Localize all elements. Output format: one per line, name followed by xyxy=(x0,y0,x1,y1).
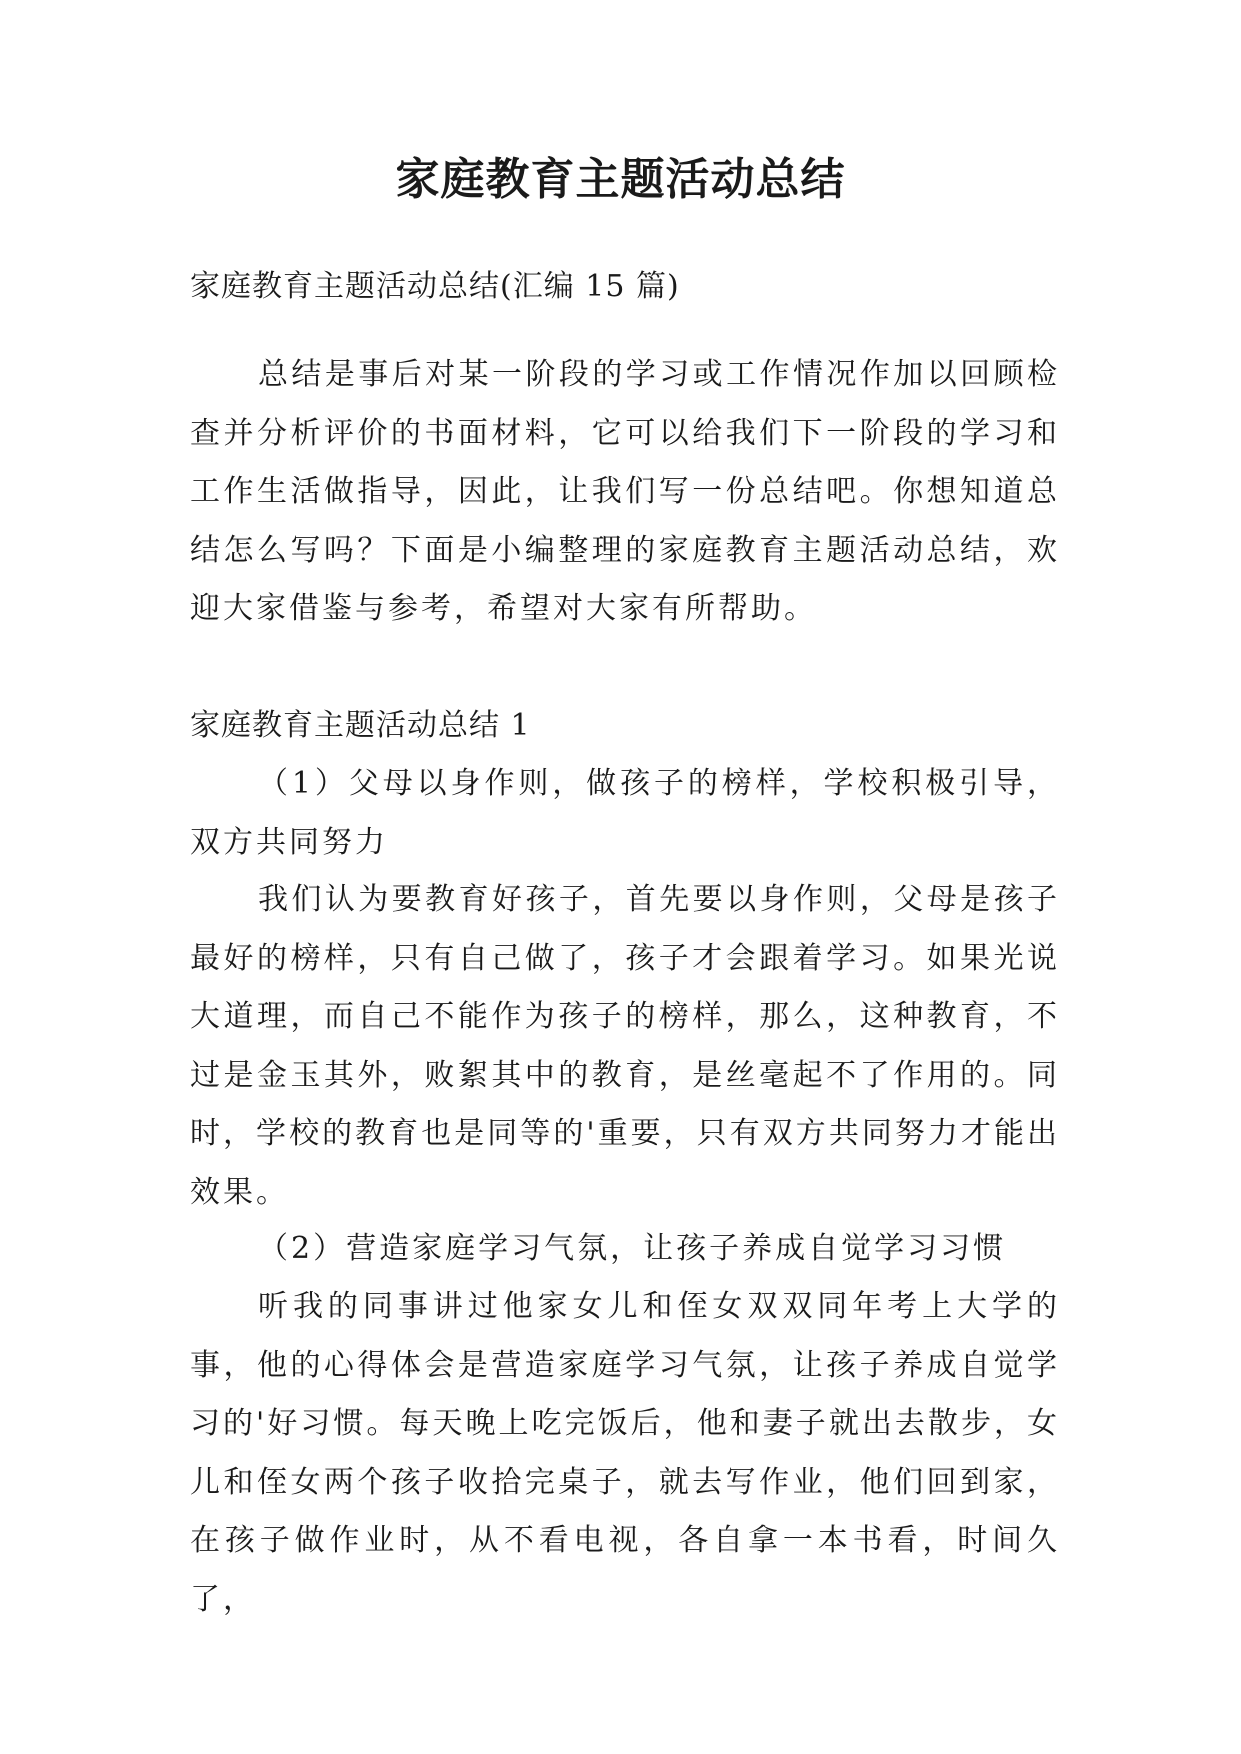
document-title: 家庭教育主题活动总结 xyxy=(395,154,846,205)
item-1-heading: （1）父母以身作则，做孩子的榜样，学校积极引导，双方共同努力 xyxy=(190,766,1060,860)
item-2-heading: （2）营造家庭学习气氛，让孩子养成自觉学习习惯 xyxy=(258,1231,1007,1266)
intro-paragraph: 总结是事后对某一阶段的学习或工作情况作加以回顾检查并分析评价的书面材料，它可以给我们下一阶段的学习和工作生活做指导，因此，让我们写一份总结吧。你想知道总结怎么写吗？下面是小编整理的家庭教育主题活动总结，欢迎大家借鉴与参考，希望对大家有所帮助。 xyxy=(190,357,1060,626)
section-heading: 家庭教育主题活动总结 1 xyxy=(190,708,531,743)
document-subtitle: 家庭教育主题活动总结(汇编 15 篇) xyxy=(190,269,680,304)
item-2-paragraph: 听我的同事讲过他家女儿和侄女双双同年考上大学的事，他的心得体会是营造家庭学习气氛，让孩子养成自觉学习的'好习惯。每天晚上吃完饭后，他和妻子就出去散步，女儿和侄女两个孩子收拾完桌子，就去写作业，他们回到家，在孩子做作业时，从不看电视，各自拿一本书看，时间久了， xyxy=(190,1289,1060,1617)
item-1-paragraph: 我们认为要教育好孩子，首先要以身作则，父母是孩子最好的榜样，只有自己做了，孩子才会跟着学习。如果光说大道理，而自己不能作为孩子的榜样，那么，这种教育，不过是金玉其外，败絮其中的教育，是丝毫起不了作用的。同时，学校的教育也是同等的'重要，只有双方共同努力才能出效果。 xyxy=(190,882,1060,1210)
